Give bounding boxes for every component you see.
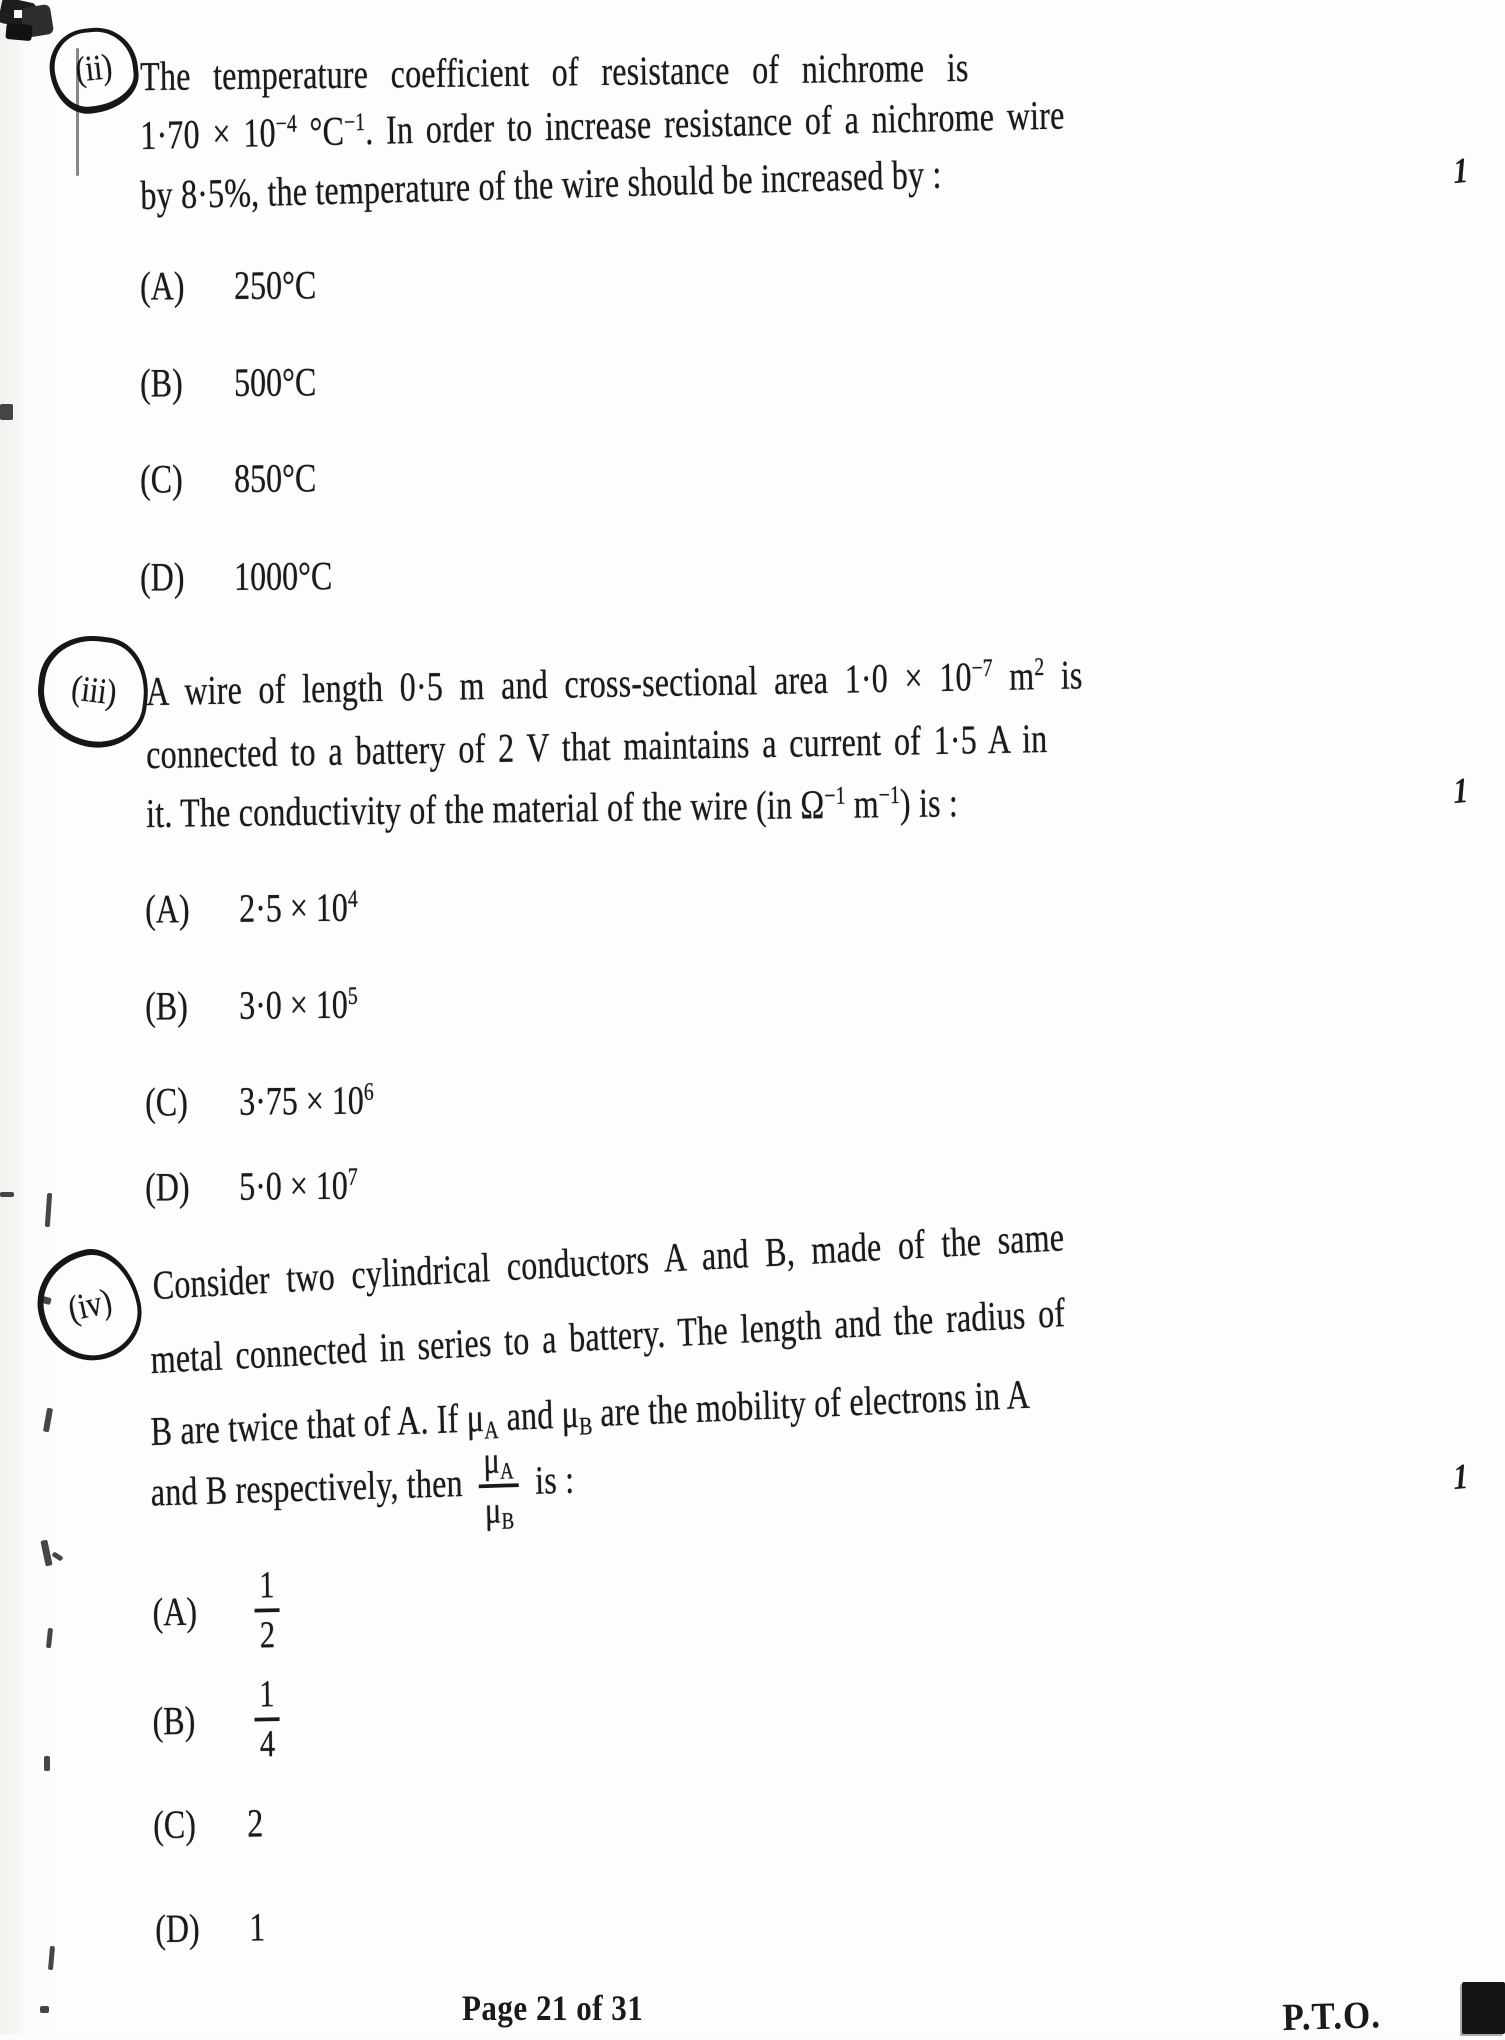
question-iv-line-1: Consider two cylindrical conductors A and B, made of the same: [152, 1213, 1065, 1309]
question-ii-option-b: [140, 359, 316, 407]
scan-artifact: [0, 1192, 14, 1197]
scan-artifact: [5, 23, 32, 41]
question-ii-marks: 1: [1452, 150, 1470, 192]
question-ii-number: (ii): [73, 46, 115, 91]
question-iv-line-3: B are twice that of A. If $\mu_A$ and $\mu_B$ are the mobility of electrons in A: [150, 1370, 1031, 1455]
option-letter: (D): [155, 1905, 200, 1951]
question-ii-number-circle: [46, 24, 142, 118]
scan-artifact: [45, 1193, 52, 1227]
option-value: 2: [246, 1800, 264, 1846]
question-ii-line-2: $1\cdot 70 \times 10^{-4}$ $^\circ C^{-1}$. In order to increase resistance of a nichrome wire: [140, 91, 1065, 159]
question-iii-line-1: A wire of length 0·5 m and cross-sectional area $1\cdot 0 \times 10^{-7}$ $m^2$ is: [146, 651, 1083, 715]
scan-artifact: [48, 1946, 55, 1970]
question-iii-option-c: [145, 1077, 374, 1126]
question-iv-line-2: metal connected in series to a battery. The length and the radius of: [150, 1288, 1066, 1383]
question-iv-option-b: [152, 1670, 288, 1770]
scan-artifact: [44, 1756, 50, 1771]
question-iii-number-circle: [32, 630, 155, 754]
scan-artifact: [40, 2006, 49, 2013]
question-iv-line-4: and B respectively, then $\frac{\mu_A}{\mu_B}$ is :: [150, 1438, 575, 1536]
pto-label: P.T.O.: [1282, 1993, 1382, 2039]
question-ii-option-a: [140, 262, 316, 310]
question-iv-option-c: [153, 1800, 264, 1848]
page-number: Page 21 of 31: [462, 1988, 644, 2029]
question-iii-option-d: [145, 1162, 358, 1210]
option-value: $3\cdot 75 \times 10^6$: [238, 1077, 374, 1124]
option-letter: (C): [153, 1801, 197, 1847]
question-ii-line-3: by 8·5%, the temperature of the wire should be increased by :: [140, 150, 942, 219]
option-value: 500°C: [233, 358, 317, 405]
scan-artifact: [52, 1551, 64, 1561]
scan-artifact: [43, 1408, 53, 1433]
option-letter: (B): [140, 359, 183, 406]
option-value: $5\cdot 0 \times 10^7$: [238, 1162, 358, 1209]
question-ii-option-c: [140, 455, 316, 503]
scan-artifact: [46, 1628, 53, 1648]
scan-artifact-block: [1462, 1982, 1505, 2034]
question-iv-marks: 1: [1452, 1456, 1470, 1498]
option-letter: (B): [145, 982, 188, 1029]
option-letter: (B): [152, 1696, 196, 1743]
option-value: $\frac{1}{2}$: [246, 1565, 288, 1654]
question-iii-line-3: it. The conductivity of the material of the wire (in $\Omega^{-1}$ $m^{-1}$) is :: [146, 779, 959, 837]
option-letter: (A): [140, 262, 185, 309]
option-value: 850°C: [233, 454, 317, 501]
scan-artifact: [14, 10, 22, 18]
option-value: 1000°C: [233, 552, 333, 599]
question-ii-line-1: The temperature coefficient of resistance of nichrome is: [140, 43, 969, 100]
question-iii-option-b: [145, 981, 358, 1029]
question-iv-number: (iv): [64, 1281, 116, 1330]
question-iii-option-a: [145, 884, 358, 932]
scan-artifact: [40, 1540, 52, 1567]
option-value: $2\cdot 5 \times 10^4$: [238, 884, 358, 931]
option-value: $3\cdot 0 \times 10^5$: [238, 981, 358, 1028]
option-letter: (D): [140, 553, 185, 600]
scan-artifact: [0, 404, 13, 420]
option-value: $\frac{1}{4}$: [246, 1674, 288, 1763]
option-letter: (D): [145, 1163, 190, 1210]
option-letter: (A): [145, 885, 190, 932]
option-letter: (C): [140, 455, 183, 502]
question-iv-option-a: [152, 1561, 288, 1661]
option-value: 1: [248, 1904, 266, 1950]
option-letter: (C): [145, 1078, 188, 1125]
question-iii-number: (iii): [69, 668, 119, 713]
option-letter: (A): [152, 1587, 198, 1634]
option-value: 250°C: [233, 261, 317, 308]
question-iv-option-d: [155, 1904, 266, 1952]
question-ii-option-d: [140, 553, 332, 601]
question-iv-number-circle: [28, 1241, 151, 1371]
question-iii-line-2: connected to a battery of 2 V that maintains a current of 1·5 A in: [146, 714, 1048, 778]
question-iii-marks: 1: [1452, 770, 1470, 812]
